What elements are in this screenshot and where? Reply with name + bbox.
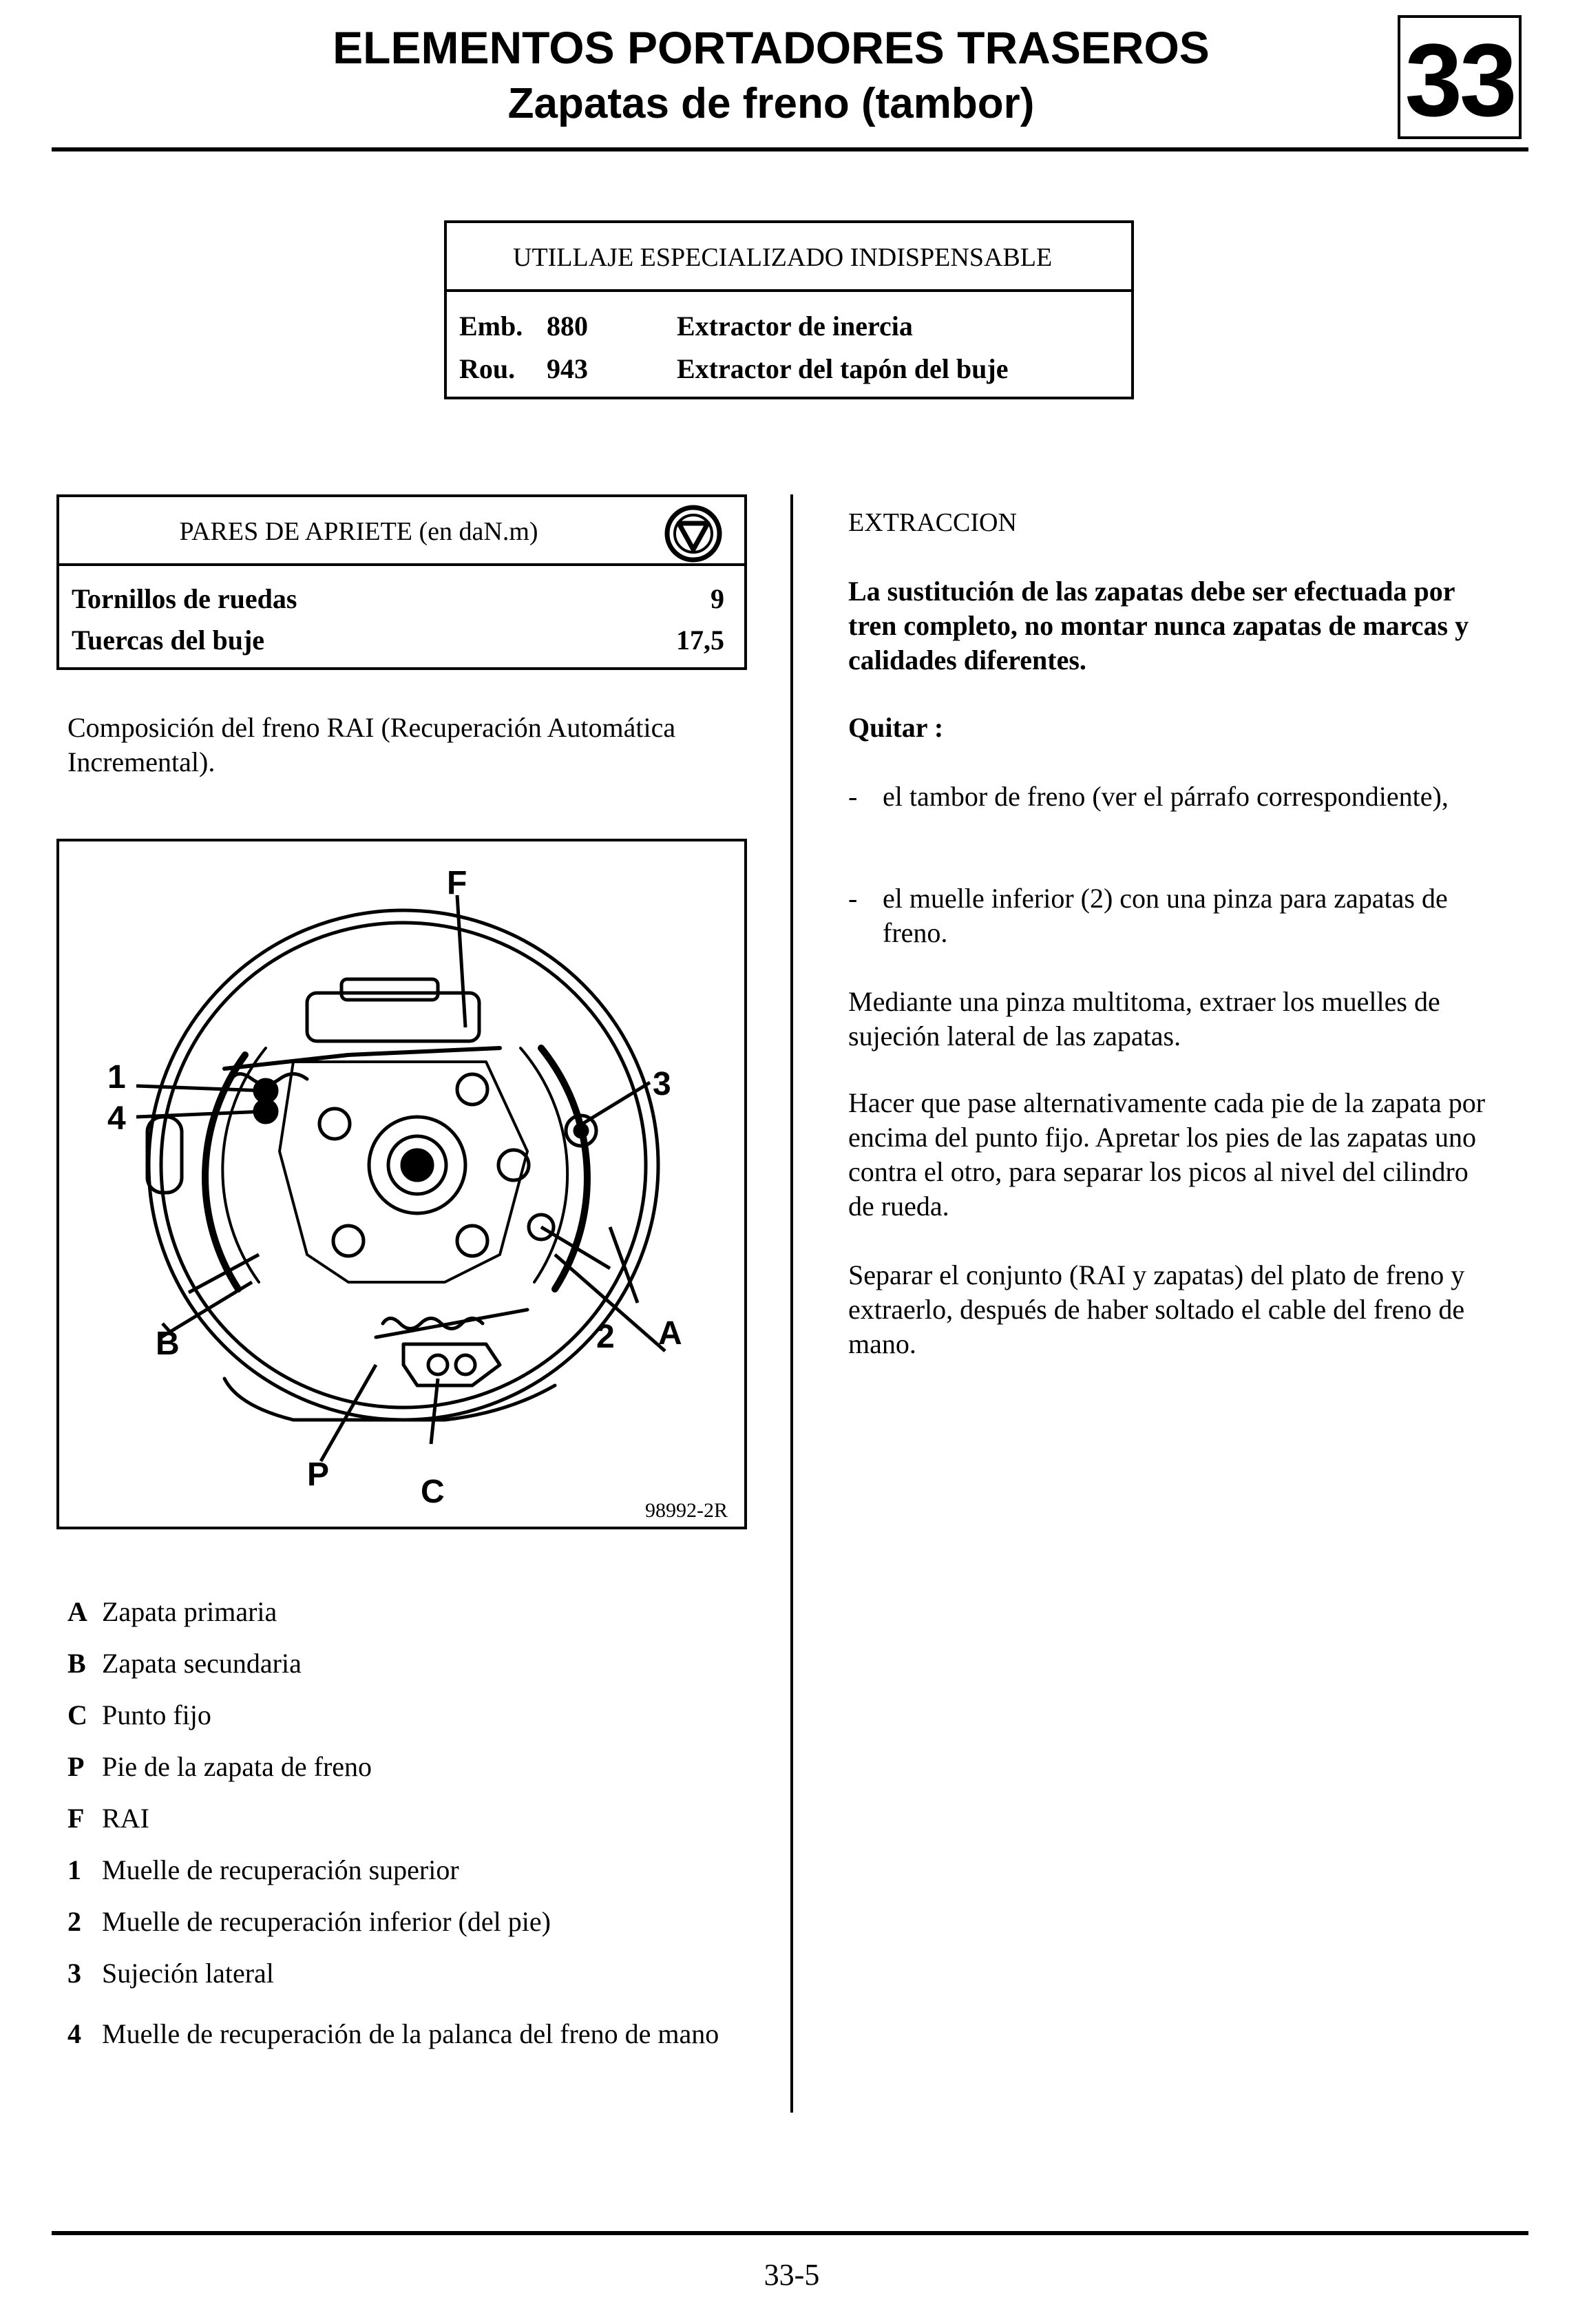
tool-prefix: Emb. bbox=[459, 311, 523, 342]
callout-C: C bbox=[421, 1474, 445, 1510]
torque-table bbox=[56, 494, 747, 670]
page-title: ELEMENTOS PORTADORES TRASEROS bbox=[333, 22, 1210, 73]
callout-3: 3 bbox=[653, 1066, 671, 1102]
torque-header bbox=[59, 497, 744, 566]
legend-item: B Zapata secundaria bbox=[67, 1648, 302, 1679]
page-number: 33-5 bbox=[764, 2258, 820, 2292]
torque-wrench-icon bbox=[664, 504, 723, 563]
legend-item: 2 Muelle de recuperación inferior (del pie) bbox=[67, 1906, 551, 1937]
legend-item: 3 Sujeción lateral bbox=[67, 1958, 274, 1989]
section-heading-extraccion: EXTRACCION bbox=[848, 508, 1017, 537]
torque-heading: PARES DE APRIETE (en daN.m) bbox=[179, 517, 538, 546]
footer-rule bbox=[52, 2231, 1528, 2235]
tool-description: Extractor del tapón del buje bbox=[677, 353, 1009, 384]
callout-B: B bbox=[156, 1326, 180, 1362]
legend-item: A Zapata primaria bbox=[67, 1596, 277, 1627]
special-tools-heading: UTILLAJE ESPECIALIZADO INDISPENSABLE bbox=[447, 223, 1131, 292]
tool-description: Extractor de inercia bbox=[677, 311, 913, 342]
paragraph: Separar el conjunto (RAI y zapatas) del plato de freno y extraerlo, después de haber soltado el cable del freno de mano. bbox=[848, 1259, 1465, 1359]
paragraph: Mediante una pinza multitoma, extraer los muelles de sujeción lateral de las zapatas. bbox=[848, 986, 1440, 1051]
figure-reference: 98992-2R bbox=[645, 1499, 728, 1522]
tool-code: 943 bbox=[547, 353, 588, 384]
legend-item: P Pie de la zapata de freno bbox=[67, 1751, 372, 1782]
callout-A: A bbox=[658, 1315, 682, 1352]
legend-item: F RAI bbox=[67, 1803, 149, 1834]
legend-item: 4 Muelle de recuperación de la palanca del freno de mano bbox=[67, 2018, 719, 2049]
torque-label: Tuercas del buje bbox=[72, 625, 265, 656]
callout-2: 2 bbox=[596, 1319, 615, 1355]
column-divider bbox=[790, 494, 793, 2113]
tool-code: 880 bbox=[547, 311, 588, 342]
remove-label: Quitar : bbox=[848, 712, 944, 743]
torque-label: Tornillos de ruedas bbox=[72, 583, 297, 614]
tool-prefix: Rou. bbox=[459, 353, 516, 384]
drum-brake-diagram bbox=[59, 841, 744, 1527]
torque-value: 17,5 bbox=[676, 625, 724, 656]
callout-P: P bbox=[307, 1456, 330, 1493]
brake-assembly-figure bbox=[56, 839, 747, 1529]
brake-composition-intro: Composición del freno RAI (Recuperación Automática Incremental). bbox=[67, 712, 676, 777]
callout-1: 1 bbox=[107, 1059, 126, 1096]
special-tools-table bbox=[444, 220, 1134, 399]
section-number-badge: 33 bbox=[1398, 15, 1522, 139]
legend-item: C Punto fijo bbox=[67, 1699, 211, 1730]
callout-F: F bbox=[447, 865, 467, 901]
header-rule bbox=[52, 147, 1528, 151]
warning-text: La sustitución de las zapatas debe ser efectuada por tren completo, no montar nunca zapatas de marcas y calidades diferentes. bbox=[848, 576, 1469, 676]
legend-item: 1 Muelle de recuperación superior bbox=[67, 1854, 459, 1885]
page-subtitle: Zapatas de freno (tambor) bbox=[507, 80, 1035, 127]
paragraph: Hacer que pase alternativamente cada pie de la zapata por encima del punto fijo. Apretar los pies de las zapatas uno contra el otro, para separar los picos al nivel del cilindro de rueda. bbox=[848, 1087, 1486, 1222]
torque-value: 9 bbox=[711, 583, 724, 614]
callout-4: 4 bbox=[107, 1100, 126, 1137]
